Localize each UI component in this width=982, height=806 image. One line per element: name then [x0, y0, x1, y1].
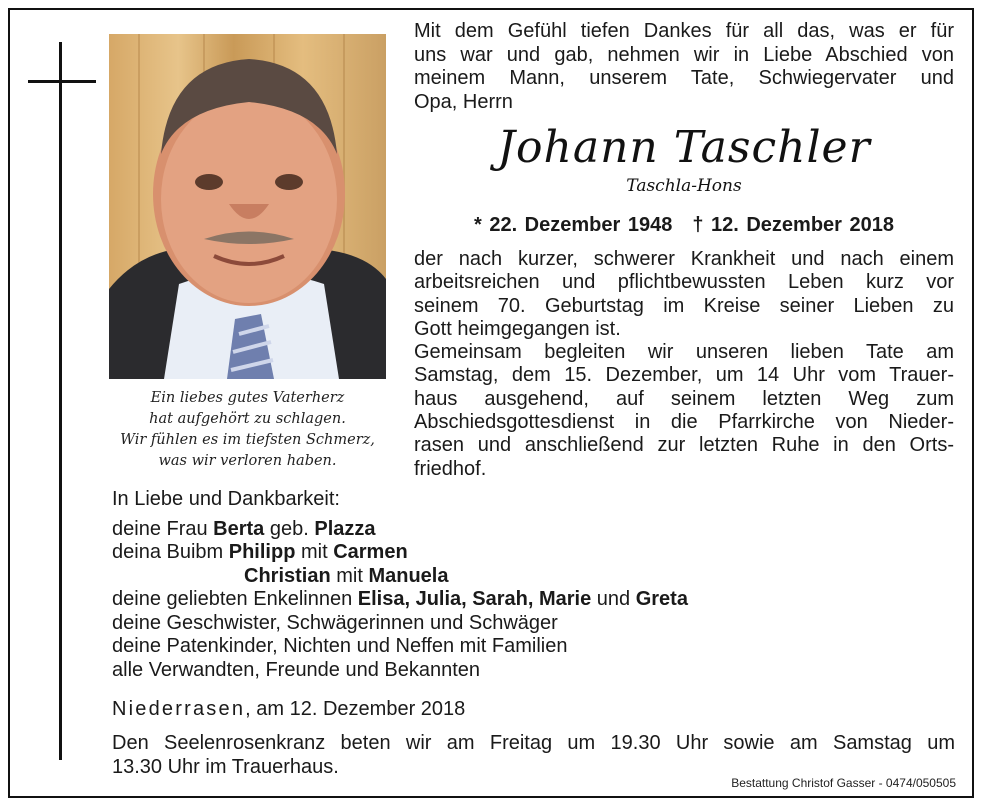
body-line: arbeitsreichen und pflichtbewussten Leben kurz vor — [414, 271, 954, 294]
verse-line: was wir verloren haben. — [158, 453, 337, 469]
verse-line: Ein liebes gutes Vaterherz — [150, 390, 345, 406]
mourner-line: alle Verwandten, Freunde und Bekannten — [112, 658, 481, 681]
cross-icon-bar — [28, 80, 96, 83]
body-line: friedhof. — [414, 457, 487, 480]
place-date — [112, 697, 465, 721]
body-line: seinem 70. Geburtstag im Kreise seiner Lieben zu — [414, 294, 954, 317]
mourner-line: deine Patenkinder, Nichten und Neffen mit Familien — [112, 635, 568, 657]
mourner-wife: deine Frau Berta geb. Plazza — [112, 517, 376, 540]
intro-line: uns war und gab, nehmen wir in Liebe Abschied von — [414, 43, 954, 66]
mourners-heading: In Liebe und Dankbarkeit: — [112, 488, 340, 510]
mourners-list — [112, 488, 962, 682]
verse-line: Wir fühlen es im tiefsten Schmerz, — [120, 432, 375, 448]
portrait-photo — [109, 34, 386, 379]
funeral-home-credit: Bestattung Christof Gasser - 0474/050505 — [731, 776, 956, 790]
cross-icon — [59, 42, 62, 760]
body-line: rasen und anschließend zur letzten Ruhe in den Orts- — [414, 434, 954, 457]
mourner-line: deine Geschwister, Schwägerinnen und Schwäger — [112, 611, 558, 634]
funeral-paragraph — [414, 248, 954, 481]
intro-paragraph — [414, 20, 954, 114]
body-line: Gott heimgegangen ist. — [414, 317, 621, 340]
body-line: der nach kurzer, schwerer Krankheit und nach einem — [414, 248, 954, 270]
rosary-line: 13.30 Uhr im Trauerhaus. — [112, 755, 339, 778]
body-line: haus ausgehend, auf seinem letzten Weg zum — [414, 387, 954, 410]
body-line: Gemeinsam begleiten wir unseren lieben Tate am — [414, 341, 954, 364]
rosary-line: Den Seelenrosenkranz beten wir am Freitag um 19.30 Uhr sowie am Samstag um — [112, 732, 955, 754]
rosary-notice — [112, 732, 955, 779]
mourner-grandchildren: deine geliebten Enkelinnen Elisa, Julia, Sarah, Marie und Greta — [112, 588, 688, 610]
memorial-verse — [109, 388, 386, 472]
intro-line: meinem Mann, unserem Tate, Schwiegervater und — [414, 67, 954, 89]
place-town: Niederrasen — [112, 698, 246, 720]
body-line: Samstag, dem 15. Dezember, um 14 Uhr vom Trauer- — [414, 364, 954, 387]
life-dates — [414, 212, 954, 238]
death-date: † 12. Dezember 2018 — [692, 214, 895, 236]
verse-line: hat aufgehört zu schlagen. — [149, 411, 346, 427]
deceased-name: Johann Taschler — [497, 122, 871, 173]
mourner-son: deina Buibm Philipp mit Carmen — [112, 541, 408, 563]
intro-line: Mit dem Gefühl tiefen Dankes für all das, was er für — [414, 20, 954, 42]
place-date-text: , am 12. Dezember 2018 — [245, 698, 466, 720]
intro-line: Opa, Herrn — [414, 90, 513, 113]
body-line: Abschiedsgottesdienst in die Pfarrkirche von Nieder- — [414, 411, 954, 434]
deceased-nickname: Taschla-Hons — [626, 176, 742, 196]
birth-date: * 22. Dezember 1948 — [473, 214, 673, 236]
mourner-son: Christian mit Manuela — [244, 564, 449, 587]
portrait-illustration — [109, 34, 386, 379]
